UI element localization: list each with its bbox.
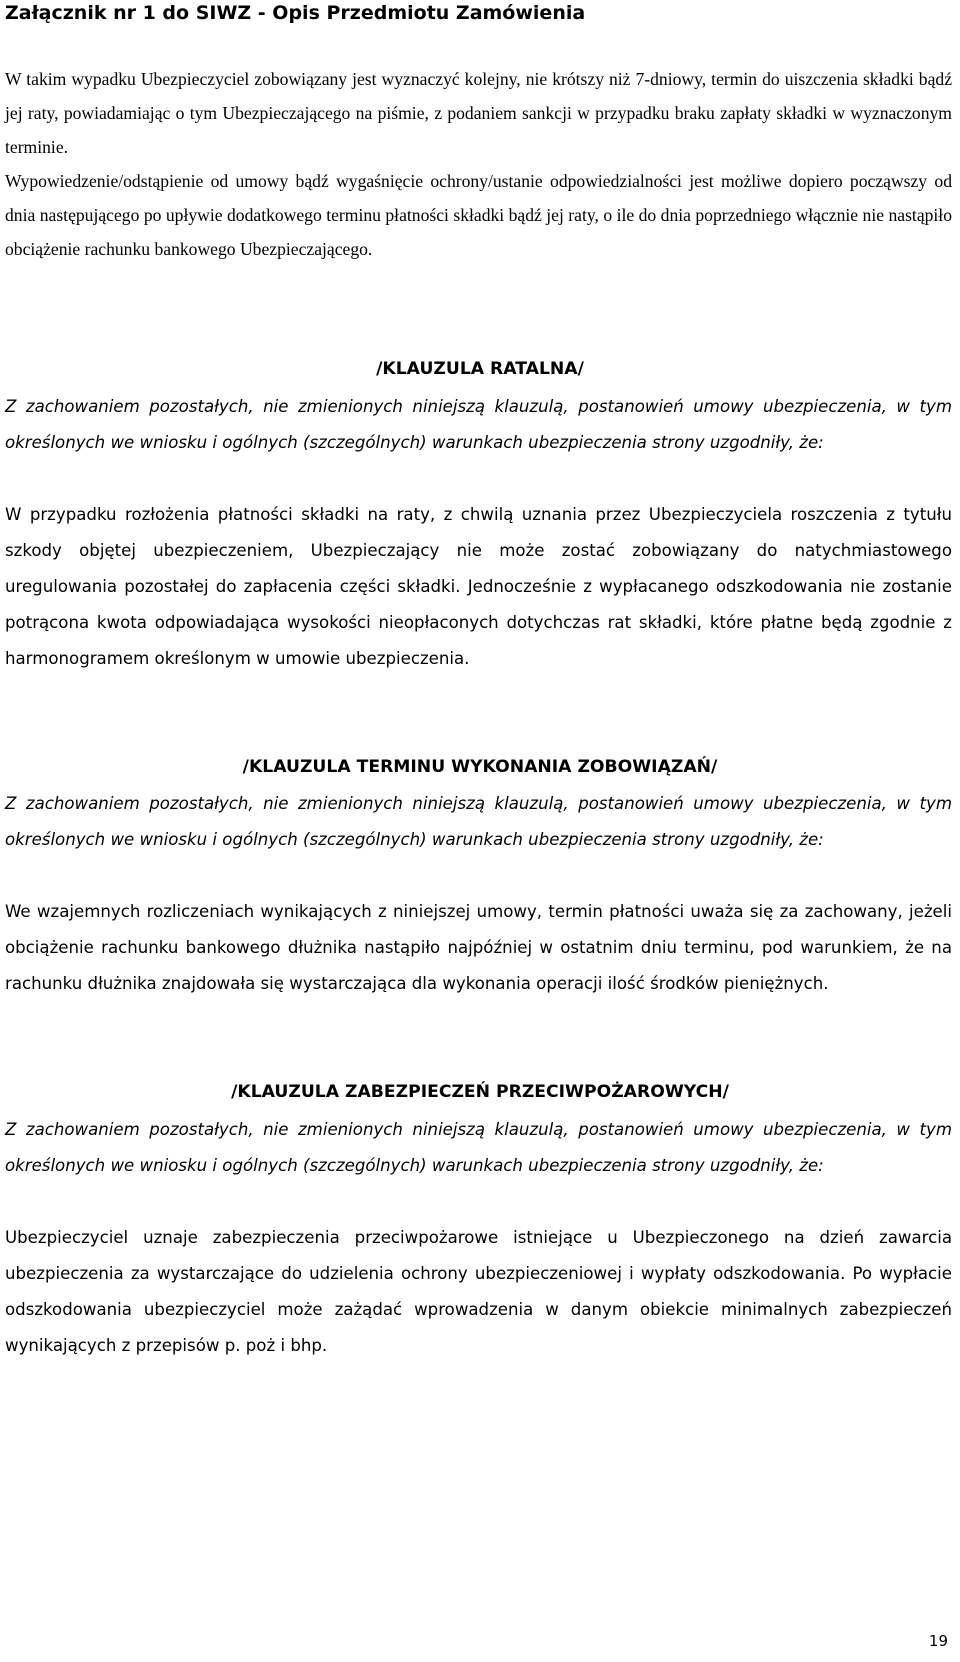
clause-title-ppoz: /KLAUZULA ZABEZPIECZEŃ PRZECIWPOŻAROWYCH/ xyxy=(231,1082,729,1102)
clause-title-termin: /KLAUZULA TERMINU WYKONANIA ZOBOWIĄZAŃ/ xyxy=(242,757,718,777)
clause-body-ppoz: Ubezpieczyciel uznaje zabezpieczenia przeciwpożarowe istniejące u Ubezpieczonego na dzień zawarcia ubezpieczenia za wystarczające do udzielenia ochrony ubezpieczeniowej i wypłaty odszkodowania. Po wypłacie odszkodowania ubezpieczyciel może zażądać wprowadzenia w danym obiekcie minimalnych zabezpieczeń wynikających z przepisów p. poż i bhp. xyxy=(5,1228,952,1355)
document-header: Załącznik nr 1 do SIWZ - Opis Przedmiotu Zamówienia xyxy=(5,2,586,24)
clause-preamble-ratalna: Z zachowaniem pozostałych, nie zmienionych niniejszą klauzulą, postanowień umowy ubezpieczenia, w tym określonych we wniosku i ogólnych (szczególnych) warunkach ubezpieczenia strony uzgodniły, że: xyxy=(5,397,952,452)
intro-paragraph-2: Wypowiedzenie/odstąpienie od umowy bądź wygaśnięcie ochrony/ustanie odpowiedzialności jest możliwe dopiero począwszy od dnia następującego po upływie dodatkowego terminu płatności składki bądź jej raty, o ile do dnia poprzedniego włącznie nie nastąpiło obciążenie rachunku bankowego Ubezpieczającego. xyxy=(5,171,952,259)
clause-body-ratalna: W przypadku rozłożenia płatności składki na raty, z chwilą uznania przez Ubezpieczyciela roszczenia z tytułu szkody objętej ubezpieczeniem, Ubezpieczający nie może zostać zobowiązany do natychmiastowego uregulowania pozostałej do zapłacenia części składki. Jednocześnie z wypłacanego odszkodowania nie zostanie potrącona kwota odpowiadająca wysokości nieopłaconych dotychczas rat składki, które płatne będą zgodnie z harmonogramem określonym w umowie ubezpieczenia. xyxy=(5,505,952,668)
clause-title-ratalna: /KLAUZULA RATALNA/ xyxy=(376,359,584,379)
clause-preamble-ppoz: Z zachowaniem pozostałych, nie zmienionych niniejszą klauzulą, postanowień umowy ubezpieczenia, w tym określonych we wniosku i ogólnych (szczególnych) warunkach ubezpieczenia strony uzgodniły, że: xyxy=(5,1120,952,1175)
page-number: 19 xyxy=(928,1632,948,1650)
intro-paragraph-1: W takim wypadku Ubezpieczyciel zobowiązany jest wyznaczyć kolejny, nie krótszy niż 7-dniowy, termin do uiszczenia składki bądź jej raty, powiadamiając o tym Ubezpieczającego na piśmie, z podaniem sankcji w przypadku braku zapłaty składki w wyznaczonym terminie. xyxy=(5,69,952,157)
clause-preamble-termin: Z zachowaniem pozostałych, nie zmienionych niniejszą klauzulą, postanowień umowy ubezpieczenia, w tym określonych we wniosku i ogólnych (szczególnych) warunkach ubezpieczenia strony uzgodniły, że: xyxy=(5,794,952,849)
clause-body-termin: We wzajemnych rozliczeniach wynikających z niniejszej umowy, termin płatności uważa się za zachowany, jeżeli obciążenie rachunku bankowego dłużnika nastąpiło najpóźniej w ostatnim dniu terminu, pod warunkiem, że na rachunku dłużnika znajdowała się wystarczająca dla wykonania operacji ilość środków pieniężnych. xyxy=(5,902,952,993)
